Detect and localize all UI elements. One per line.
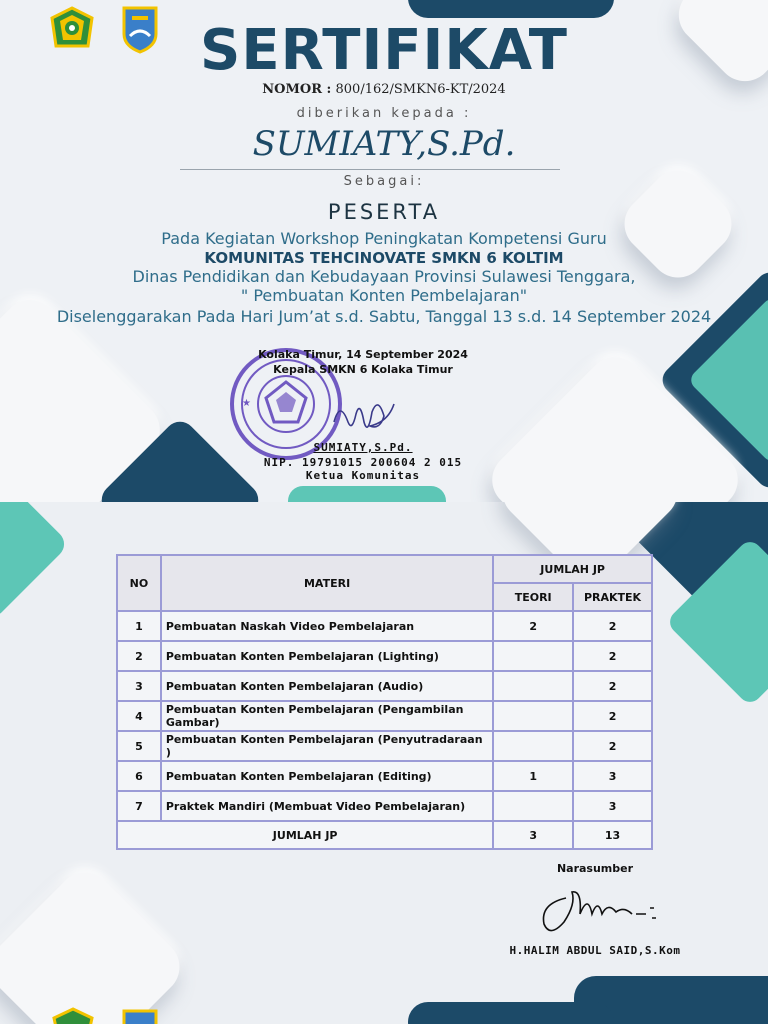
materials-page — [0, 502, 768, 1024]
header-no: NO — [117, 555, 161, 611]
sulawesi-tenggara-logo-bottom — [120, 1007, 160, 1024]
row-no: 1 — [117, 611, 161, 641]
number-value: 800/162/SMKN6-KT/2024 — [335, 82, 506, 97]
decor-navy-bar-bottom-2 — [408, 1002, 614, 1024]
signature-kepala — [322, 392, 402, 440]
signatory-name: SUMIATY,S.Pd. — [313, 441, 413, 454]
total-label: JUMLAH JP — [117, 821, 493, 849]
row-teori — [493, 671, 573, 701]
event-line-3: Dinas Pendidikan dan Kebudayaan Provinsi Sulawesi Tenggara, — [132, 267, 636, 286]
row-praktek: 2 — [573, 671, 652, 701]
row-praktek: 2 — [573, 641, 652, 671]
row-teori: 1 — [493, 761, 573, 791]
certificate-number — [0, 82, 768, 97]
row-teori: 2 — [493, 611, 573, 641]
row-teori — [493, 641, 573, 671]
table-row — [117, 701, 652, 731]
row-materi: Pembuatan Konten Pembelajaran (Penyutradaraan ) — [161, 731, 493, 761]
row-teori — [493, 701, 573, 731]
row-materi: Pembuatan Konten Pembelajaran (Editing) — [161, 761, 493, 791]
signatory-nip: NIP. 19791015 200604 2 015 — [263, 456, 463, 469]
table-total-row — [117, 821, 652, 849]
event-organizer: KOMUNITAS TEHCINOVATE SMKN 6 KOLTIM — [204, 249, 564, 267]
svg-text:★: ★ — [242, 398, 251, 409]
kolaka-timur-logo-bottom — [50, 1007, 96, 1024]
row-materi: Pembuatan Konten Pembelajaran (Audio) — [161, 671, 493, 701]
row-materi: Pembuatan Konten Pembelajaran (Lighting) — [161, 641, 493, 671]
sign-place-date: Kolaka Timur, 14 September 2024 — [258, 348, 468, 361]
speaker-label: Narasumber — [556, 862, 634, 875]
table-row — [117, 611, 652, 641]
table-row — [117, 731, 652, 761]
row-praktek: 2 — [573, 731, 652, 761]
table-row — [117, 641, 652, 671]
header-teori: TEORI — [493, 583, 573, 611]
row-no: 5 — [117, 731, 161, 761]
table-row — [117, 791, 652, 821]
name-underline — [180, 169, 560, 170]
decor-card-bottom-left — [0, 861, 191, 1024]
row-praktek: 3 — [573, 791, 652, 821]
event-date-line: Diselenggarakan Pada Hari Jum’at s.d. Sabtu, Tanggal 13 s.d. 14 September 2024 — [56, 307, 712, 326]
recipient-name: SUMIATY,S.Pd. — [252, 124, 516, 164]
given-to-label: diberikan kepada : — [296, 106, 472, 121]
row-praktek: 2 — [573, 701, 652, 731]
decor-navy-bar — [408, 0, 614, 18]
certificate-page — [0, 0, 768, 502]
row-no: 6 — [117, 761, 161, 791]
signatory-block — [238, 347, 488, 377]
row-teori — [493, 791, 573, 821]
decor-teal-corner — [0, 502, 70, 622]
table-row — [117, 671, 652, 701]
signature-narasumber — [536, 884, 662, 944]
decor-teal-bar — [288, 486, 446, 502]
header-praktek: PRAKTEK — [573, 583, 652, 611]
row-no: 7 — [117, 791, 161, 821]
row-praktek: 2 — [573, 611, 652, 641]
signatory-role: Ketua Komunitas — [305, 469, 421, 482]
row-praktek: 3 — [573, 761, 652, 791]
event-line-1: Pada Kegiatan Workshop Peningkatan Kompetensi Guru — [161, 229, 607, 248]
table-row — [117, 761, 652, 791]
recipient-role: PESERTA — [327, 200, 441, 224]
as-label: Sebagai: — [343, 174, 425, 189]
row-no: 4 — [117, 701, 161, 731]
sign-position: Kepala SMKN 6 Kolaka Timur — [273, 363, 453, 376]
number-label: NOMOR : — [262, 82, 332, 97]
row-no: 3 — [117, 671, 161, 701]
event-topic: " Pembuatan Konten Pembelajaran" — [240, 286, 528, 305]
table-header-row — [117, 555, 652, 583]
row-materi: Praktek Mandiri (Membuat Video Pembelajaran) — [161, 791, 493, 821]
row-materi: Pembuatan Naskah Video Pembelajaran — [161, 611, 493, 641]
row-materi: Pembuatan Konten Pembelajaran (Pengambilan Gambar) — [161, 701, 493, 731]
row-teori — [493, 731, 573, 761]
materials-table — [116, 554, 653, 850]
row-no: 2 — [117, 641, 161, 671]
certificate-title: SERTIFIKAT — [200, 18, 568, 83]
total-teori: 3 — [493, 821, 573, 849]
total-praktek: 13 — [573, 821, 652, 849]
header-jumlah-jp: JUMLAH JP — [493, 555, 652, 583]
header-materi: MATERI — [161, 555, 493, 611]
speaker-name: H.HALIM ABDUL SAID,S.Kom — [509, 944, 681, 957]
